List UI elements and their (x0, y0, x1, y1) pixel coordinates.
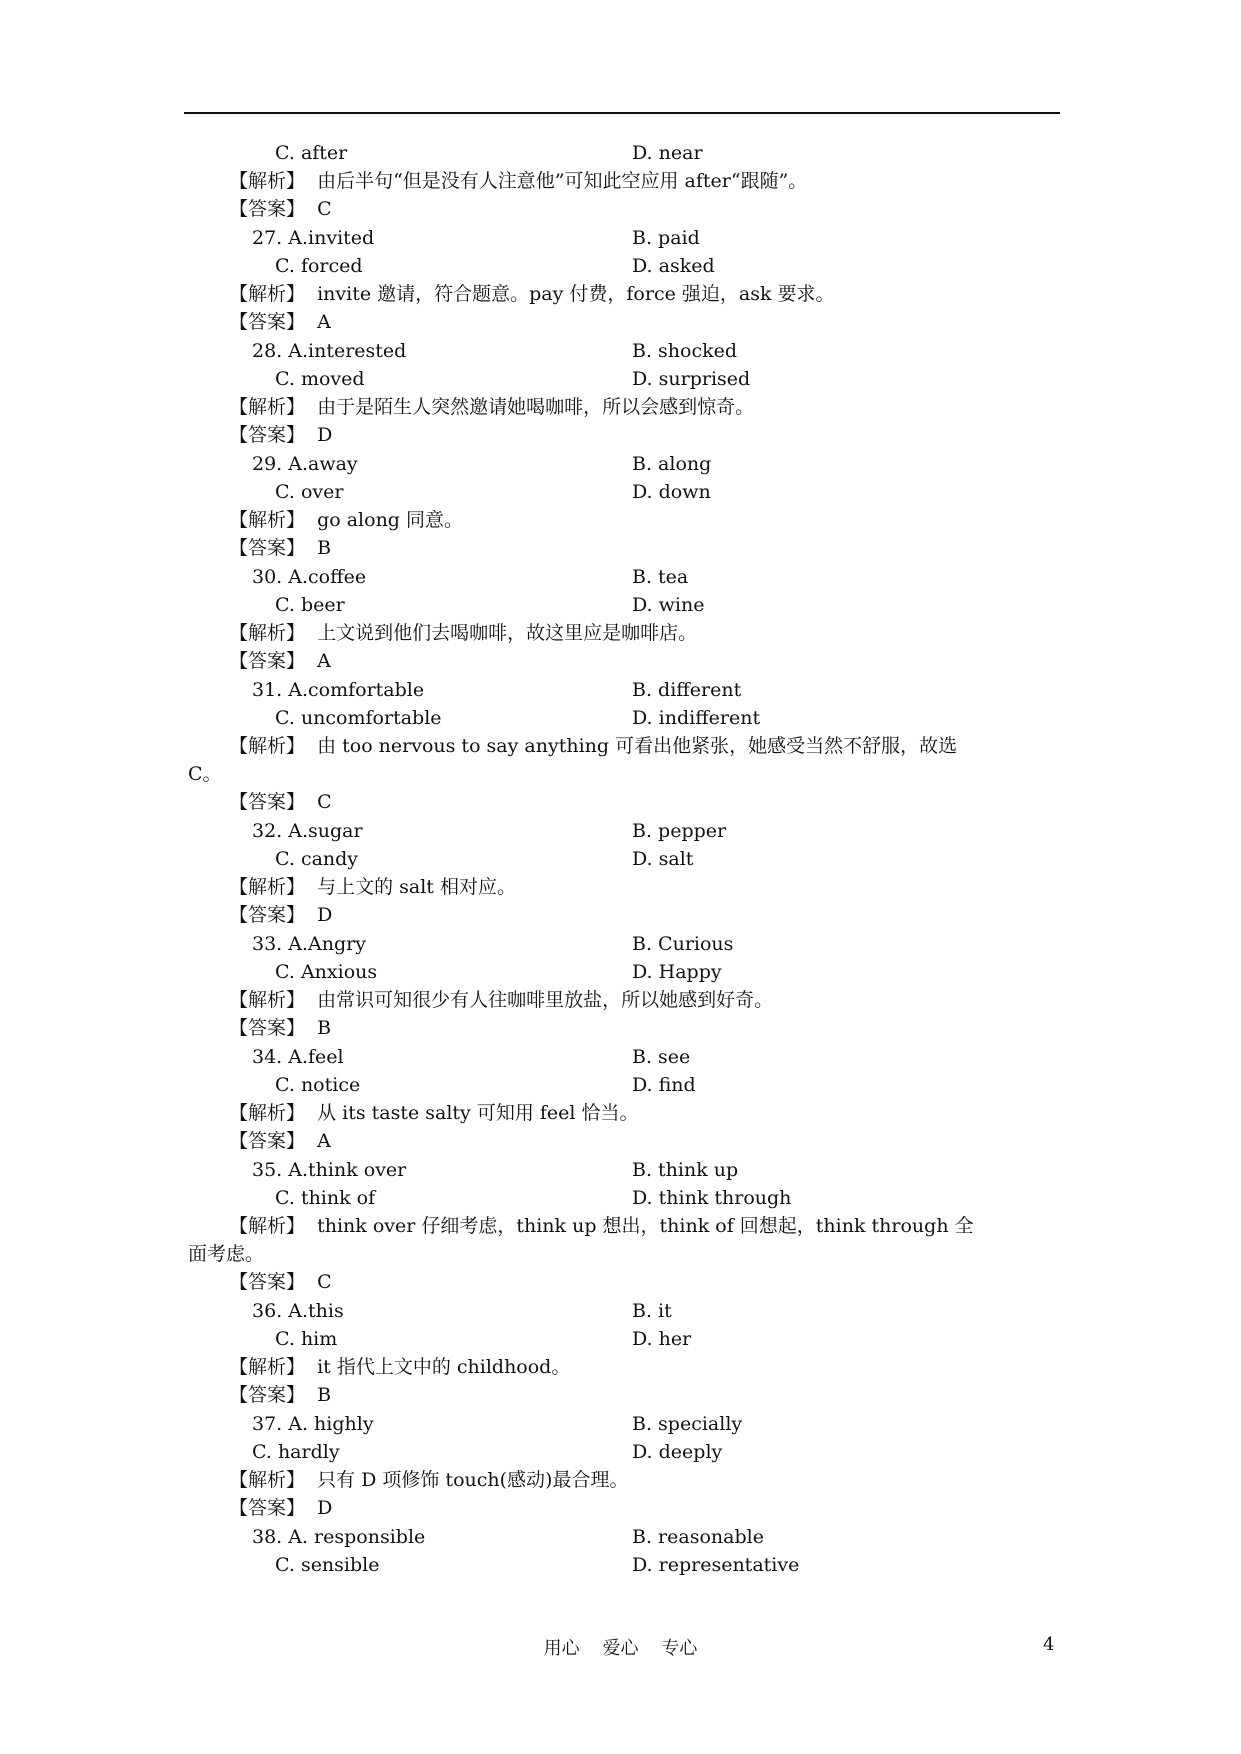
text-line: 【解析】 go along 同意。 (229, 509, 464, 531)
text-line: B. paid (632, 227, 700, 249)
text-line: C. candy (275, 848, 359, 870)
text-line: C. over (275, 481, 344, 503)
text-line: D. indifferent (632, 707, 761, 729)
text-line: 【解析】 上文说到他们去喝咖啡，故这里应是咖啡店。 (229, 622, 698, 644)
text-line: 【解析】 从 its taste salty 可知用 feel 恰当。 (229, 1102, 639, 1124)
text-line: C. forced (275, 255, 363, 277)
text-line: C. uncomfortable (275, 707, 442, 729)
text-line: 【答案】 D (229, 424, 333, 446)
text-line: B. along (632, 453, 712, 475)
text-line: B. it (632, 1300, 672, 1322)
text-line: B. reasonable (632, 1526, 764, 1548)
text-line: C. think of (275, 1187, 376, 1209)
text-line: 33. A.Angry (252, 933, 366, 955)
text-line: 【解析】 由 too nervous to say anything 可看出他紧张，她感受当然不舒服，故选 (229, 735, 958, 757)
text-line: D. deeply (632, 1441, 723, 1463)
text-line: 【答案】 A (229, 1130, 331, 1152)
page-number: 4 (1043, 1634, 1055, 1655)
text-line: D. representative (632, 1554, 800, 1576)
footer-motto: 用心 爱心 专心 (543, 1638, 698, 1659)
text-line: 【答案】 D (229, 1497, 333, 1519)
text-line: D. her (632, 1328, 692, 1350)
text-line: 30. A.coffee (252, 566, 367, 588)
text-line: B. Curious (632, 933, 734, 955)
text-line: D. salt (632, 848, 694, 870)
text-line: 【解析】 由于是陌生人突然邀请她喝咖啡，所以会感到惊奇。 (229, 396, 755, 418)
text-line: 【答案】 B (229, 1017, 332, 1039)
text-line: D. asked (632, 255, 715, 277)
text-line: D. Happy (632, 961, 722, 983)
header-rule (184, 112, 1060, 114)
text-line: C. hardly (252, 1441, 340, 1463)
text-line: C. after (275, 142, 348, 164)
text-line: 31. A.comfortable (252, 679, 425, 701)
text-line: 【解析】 由后半句“但是没有人注意他”可知此空应用 after“跟随”。 (229, 170, 808, 192)
text-line: 28. A.interested (252, 340, 407, 362)
text-line: D. down (632, 481, 711, 503)
text-line: B. shocked (632, 340, 738, 362)
text-line: B. see (632, 1046, 691, 1068)
text-line: 【解析】 由常识可知很少有人往咖啡里放盐，所以她感到好奇。 (229, 989, 774, 1011)
text-line: B. pepper (632, 820, 727, 842)
text-line: D. surprised (632, 368, 751, 390)
text-line: 【解析】 只有 D 项修饰 touch(感动)最合理。 (229, 1469, 629, 1491)
text-line: C。 (188, 763, 222, 785)
text-line: D. find (632, 1074, 696, 1096)
text-line: 【答案】 C (229, 791, 332, 813)
text-line: D. near (632, 142, 703, 164)
text-line: 【解析】 it 指代上文中的 childhood。 (229, 1356, 571, 1378)
text-line: 【答案】 C (229, 1271, 332, 1293)
text-line: C. moved (275, 368, 365, 390)
text-line: 36. A.this (252, 1300, 344, 1322)
text-line: D. think through (632, 1187, 792, 1209)
text-line: B. specially (632, 1413, 743, 1435)
text-line: B. different (632, 679, 742, 701)
text-line: 【解析】 与上文的 salt 相对应。 (229, 876, 516, 898)
text-line: B. tea (632, 566, 689, 588)
text-line: C. Anxious (275, 961, 378, 983)
text-line: 【解析】 think over 仔细考虑，think up 想出，think of 回想起，think through 全 (229, 1215, 974, 1237)
text-line: C. him (275, 1328, 338, 1350)
text-line: 【答案】 C (229, 198, 332, 220)
text-line: C. sensible (275, 1554, 380, 1576)
text-line: 【答案】 A (229, 311, 331, 333)
text-line: 29. A.away (252, 453, 358, 475)
text-line: 【答案】 B (229, 1384, 332, 1406)
text-line: 35. A.think over (252, 1159, 407, 1181)
text-line: 34. A.feel (252, 1046, 344, 1068)
text-line: 27. A.invited (252, 227, 375, 249)
text-line: C. beer (275, 594, 345, 616)
text-line: C. notice (275, 1074, 361, 1096)
text-line: B. think up (632, 1159, 739, 1181)
text-line: 38. A. responsible (252, 1526, 426, 1548)
text-line: D. wine (632, 594, 705, 616)
text-line: 37. A. highly (252, 1413, 374, 1435)
text-line: 【解析】 invite 邀请，符合题意。pay 付费，force 强迫，ask 要求。 (229, 283, 835, 305)
text-line: 【答案】 A (229, 650, 331, 672)
text-line: 面考虑。 (188, 1243, 265, 1265)
text-line: 32. A.sugar (252, 820, 363, 842)
text-line: 【答案】 B (229, 537, 332, 559)
text-line: 【答案】 D (229, 904, 333, 926)
